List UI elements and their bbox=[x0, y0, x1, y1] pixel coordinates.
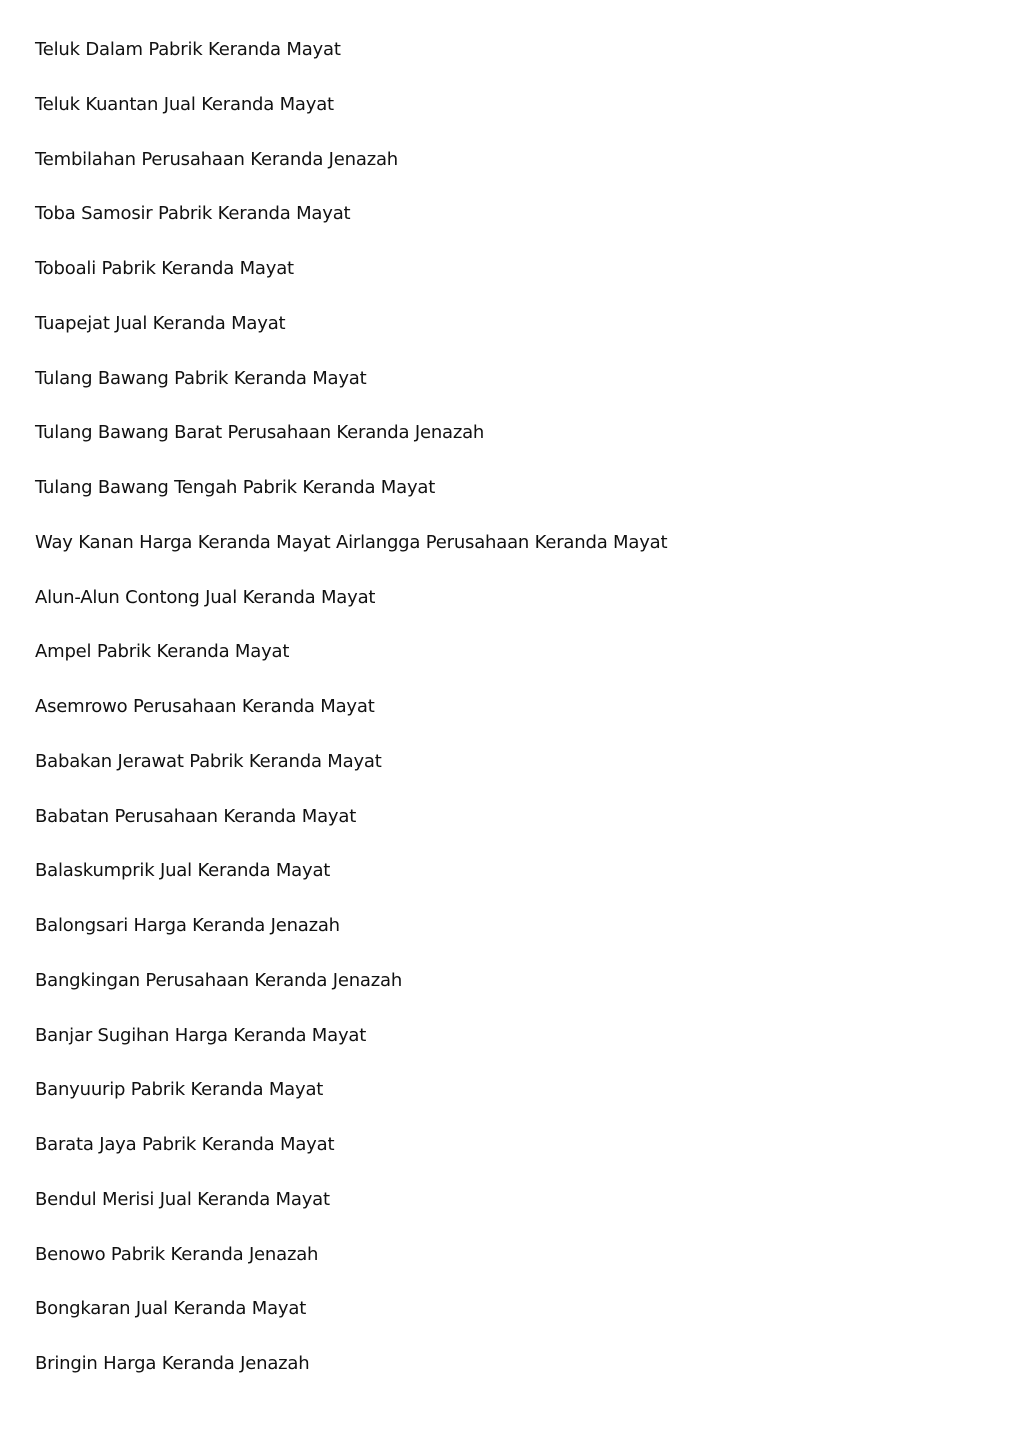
text-line: Benowo Pabrik Keranda Jenazah bbox=[35, 1243, 319, 1265]
text-line: Balongsari Harga Keranda Jenazah bbox=[35, 915, 340, 936]
text-line: Babatan Perusahaan Keranda Mayat bbox=[35, 805, 357, 827]
text-line: Bendul Merisi Jual Keranda Mayat bbox=[35, 1188, 330, 1210]
text-line: Teluk Dalam Pabrik Keranda Mayat bbox=[35, 39, 341, 60]
text-line: Barata Jaya Pabrik Keranda Mayat bbox=[35, 1134, 335, 1155]
text-line: Tulang Bawang Barat Perusahaan Keranda Jenazah bbox=[35, 422, 485, 444]
text-line: Tembilahan Perusahaan Keranda Jenazah bbox=[35, 148, 398, 170]
text-line: Asemrowo Perusahaan Keranda Mayat bbox=[35, 696, 375, 717]
text-line: Bangkingan Perusahaan Keranda Jenazah bbox=[35, 969, 403, 991]
text-line: Toboali Pabrik Keranda Mayat bbox=[35, 258, 294, 279]
text-line: Way Kanan Harga Keranda Mayat Airlangga Perusahaan Keranda Mayat bbox=[35, 531, 668, 553]
text-line: Tulang Bawang Tengah Pabrik Keranda Mayat bbox=[35, 477, 436, 498]
text-line: Toba Samosir Pabrik Keranda Mayat bbox=[35, 203, 351, 225]
text-line: Bringin Harga Keranda Jenazah bbox=[35, 1353, 310, 1374]
text-line: Ampel Pabrik Keranda Mayat bbox=[35, 641, 290, 663]
text-line: Babakan Jerawat Pabrik Keranda Mayat bbox=[35, 750, 382, 772]
text-line-list bbox=[35, 36, 667, 1405]
text-line: Teluk Kuantan Jual Keranda Mayat bbox=[35, 93, 334, 115]
text-line: Alun-Alun Contong Jual Keranda Mayat bbox=[35, 586, 376, 608]
text-line: Balaskumprik Jual Keranda Mayat bbox=[35, 860, 331, 882]
text-line: Bongkaran Jual Keranda Mayat bbox=[35, 1298, 307, 1320]
text-line: Tulang Bawang Pabrik Keranda Mayat bbox=[35, 367, 367, 389]
text-line: Banyuurip Pabrik Keranda Mayat bbox=[35, 1079, 324, 1101]
text-line: Banjar Sugihan Harga Keranda Mayat bbox=[35, 1024, 367, 1046]
text-line: Tuapejat Jual Keranda Mayat bbox=[35, 312, 286, 334]
